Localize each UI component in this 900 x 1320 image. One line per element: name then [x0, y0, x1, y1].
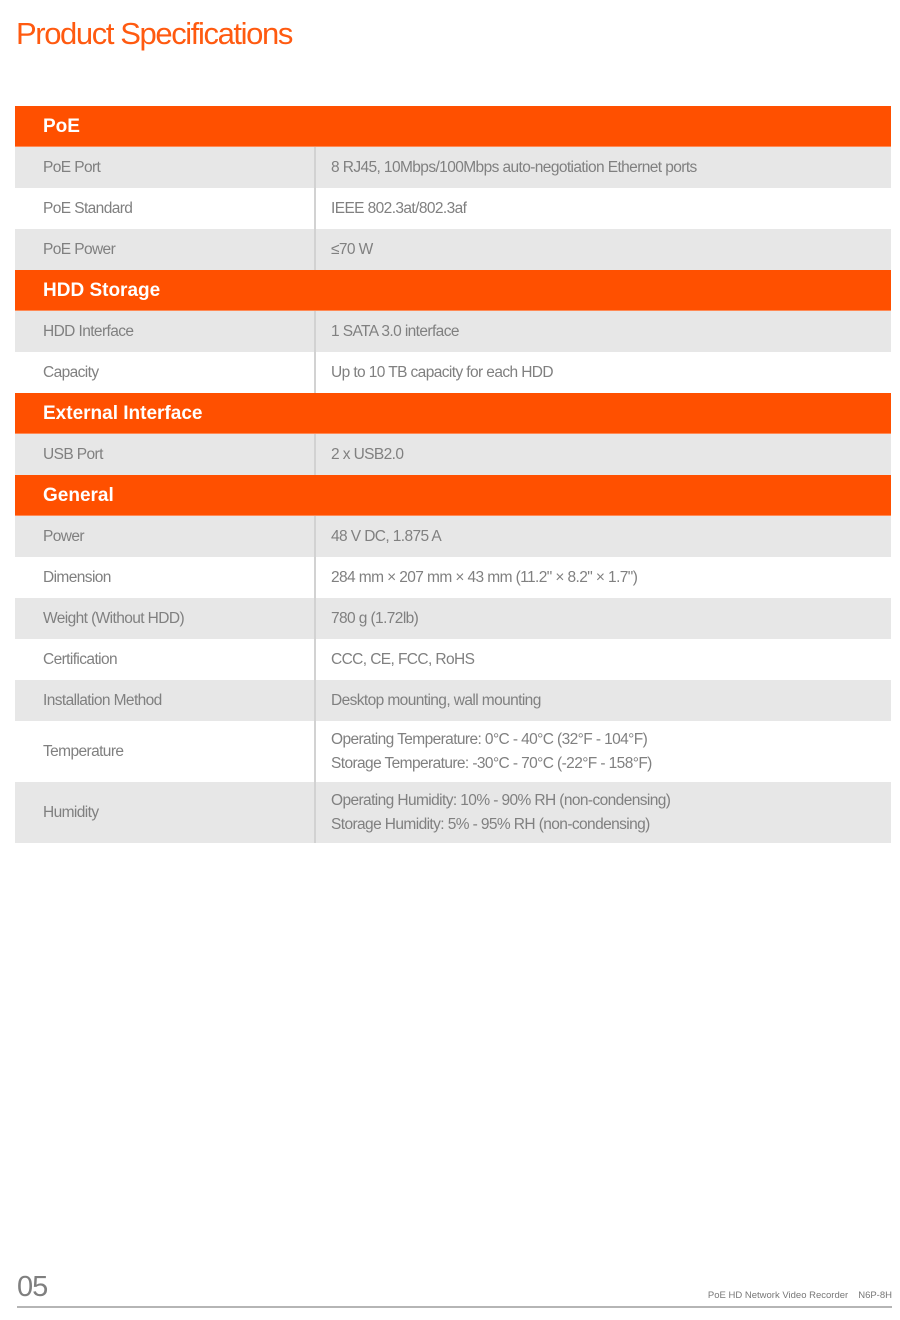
- spec-value: [316, 352, 891, 393]
- footer-model: N6P-8H: [858, 1290, 892, 1301]
- spec-value-line: CCC, CE, FCC, RoHS: [331, 650, 475, 668]
- spec-label: Humidity: [15, 782, 316, 843]
- spec-label: Installation Method: [15, 680, 316, 721]
- spec-value-line: Operating Temperature: 0°C - 40°C (32°F - 104°F): [331, 730, 648, 748]
- page-title: Product Specifications: [16, 16, 292, 51]
- section-header-external-interface: External Interface: [15, 393, 891, 434]
- spec-row-capacity: [15, 352, 891, 393]
- spec-value-line: 1 SATA 3.0 interface: [331, 322, 459, 340]
- spec-row-poe-port: [15, 147, 891, 188]
- spec-row-power: [15, 516, 891, 557]
- spec-row-poe-power: [15, 229, 891, 270]
- spec-row-weight: [15, 598, 891, 639]
- spec-value: [316, 188, 891, 229]
- spec-label: USB Port: [15, 434, 316, 475]
- footer-divider: [17, 1306, 892, 1308]
- spec-value: [316, 639, 891, 680]
- spec-row-usb-port: [15, 434, 891, 475]
- spec-value: [316, 721, 891, 782]
- spec-value: [316, 229, 891, 270]
- spec-value-line: Storage Temperature: -30°C - 70°C (-22°F - 158°F): [331, 754, 652, 772]
- spec-row-hdd-interface: [15, 311, 891, 352]
- spec-row-installation-method: [15, 680, 891, 721]
- spec-row-dimension: [15, 557, 891, 598]
- spec-value-line: 48 V DC, 1.875 A: [331, 527, 442, 545]
- spec-row-poe-standard: [15, 188, 891, 229]
- section-header-general: General: [15, 475, 891, 516]
- spec-value: [316, 147, 891, 188]
- spec-value-line: 2 x USB2.0: [331, 445, 404, 463]
- spec-row-temperature: [15, 721, 891, 782]
- spec-value: [316, 782, 891, 843]
- spec-label: Power: [15, 516, 316, 557]
- spec-row-certification: [15, 639, 891, 680]
- spec-value-line: Storage Humidity: 5% - 95% RH (non-condensing): [331, 815, 650, 833]
- spec-label: Certification: [15, 639, 316, 680]
- spec-value-line: 780 g (1.72lb): [331, 609, 419, 627]
- spec-value-line: 284 mm × 207 mm × 43 mm (11.2" × 8.2" × 1.7"): [331, 568, 638, 586]
- spec-value-line: Up to 10 TB capacity for each HDD: [331, 363, 553, 381]
- page-number: 05: [17, 1271, 48, 1303]
- spec-value-line: Desktop mounting, wall mounting: [331, 691, 541, 709]
- spec-value-line: 8 RJ45, 10Mbps/100Mbps auto-negotiation Ethernet ports: [331, 158, 697, 176]
- spec-value-line: IEEE 802.3at/802.3af: [331, 199, 467, 217]
- section-header-hdd-storage: HDD Storage: [15, 270, 891, 311]
- spec-label: Weight (Without HDD): [15, 598, 316, 639]
- spec-value: [316, 557, 891, 598]
- spec-label: Temperature: [15, 721, 316, 782]
- footer-caption: [708, 1290, 892, 1302]
- spec-value: [316, 516, 891, 557]
- spec-label: HDD Interface: [15, 311, 316, 352]
- spec-label: PoE Power: [15, 229, 316, 270]
- spec-label: Dimension: [15, 557, 316, 598]
- spec-row-humidity: [15, 782, 891, 843]
- spec-value-line: ≤70 W: [331, 240, 373, 258]
- spec-label: PoE Standard: [15, 188, 316, 229]
- spec-value: [316, 680, 891, 721]
- spec-value: [316, 598, 891, 639]
- footer-product-name: PoE HD Network Video Recorder: [707, 1290, 849, 1301]
- spec-table: [15, 106, 891, 843]
- section-header-poe: PoE: [15, 106, 891, 147]
- spec-label: Capacity: [15, 352, 316, 393]
- spec-value: [316, 434, 891, 475]
- spec-label: PoE Port: [15, 147, 316, 188]
- spec-value-line: Operating Humidity: 10% - 90% RH (non-condensing): [331, 791, 671, 809]
- spec-value: [316, 311, 891, 352]
